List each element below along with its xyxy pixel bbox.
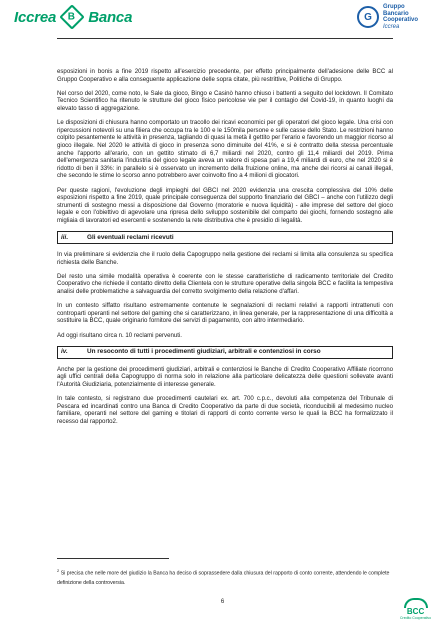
body-paragraph: In via preliminare si evidenzia che il ruolo della Capogruppo nella gestione dei reclami si limita alla consulenza su specifica richiesta delle Banche.: [57, 251, 393, 266]
gruppo-logo-text: Gruppo Bancario Cooperativo Iccrea: [383, 4, 419, 30]
body-paragraph: Ad oggi risultano circa n. 10 reclami pervenuti.: [57, 331, 182, 339]
section-heading-iii: [57, 231, 393, 244]
section-number: iv.: [61, 348, 68, 356]
gruppo-bancario-logo: [357, 4, 418, 30]
page-header: [0, 0, 445, 40]
gruppo-emblem-icon: G: [357, 6, 379, 28]
logo-word-iccrea: Iccrea: [14, 8, 57, 26]
bcc-logo-text: BCC: [406, 607, 425, 616]
footnote-text: Si precisa che nelle more del giudizio la Banca ha deciso di soprassedere dalla chiusura del rapporto di conto corrente, attendendo le complete definizione della controversia.: [57, 570, 390, 587]
section-heading-iv: [57, 346, 393, 359]
bcc-footer-logo: [400, 598, 431, 620]
document-body: [57, 68, 393, 432]
body-paragraph: Per queste ragioni, l'evoluzione degli impieghi del GBCI nel 2020 evidenzia una crescita complessiva del 10% delle esposizioni rispetto a fine 2019, quale principale conseguenza del supporto finanziario del GBCI – anche con l'utilizzo degli strumenti di sostegno messi a disposizione dal Governo (moratorie e nuova liquidità) - alle imprese del settore del gioco legale e con l'obiettivo di agevolare una ripresa dello sviluppo sostenibile del comparto dei giochi, fornendo sostegno alle migliaia di lavoratori ed esercenti e sostenendo la rete distributiva che è presidio di legalità.: [57, 186, 393, 224]
body-paragraph: Anche per la gestione dei procedimenti giudiziari, arbitrali e contenziosi le Banche di Credito Cooperativo Affiliate ricorrono agli uffici centrali della Capogruppo di norma solo in relazione alla particolare delicatezza delle questioni sollevate avanti l'Autorità Giudiziaria, potenzialmente di interesse generale.: [57, 365, 393, 388]
footnote-mark: 2: [57, 568, 60, 573]
iccrea-banca-logo: [14, 8, 132, 26]
logo-word-banca: Banca: [88, 8, 133, 26]
body-paragraph: Le disposizioni di chiusura hanno comportato un tracollo dei ricavi economici per gli operatori del gioco legale. Una crisi con ripercussioni notevoli su una filiera che occupa tra le 100 e le 150mila persone e sulle casse dello Stato. Le restrizioni hanno colpito pesantemente le attività in presenza, tagliando di quasi la metà il gettito per l'erario e favorendo un maggior ricorso al gioco illegale. Nel 2020 le attività di gioco in presenza sono diminuite del 41%, e si è contratto della stessa percentuale anche l'apporto all'erario, con un gettito stimato di 6,7 miliardi nel 2020, contro gli 11,4 miliardi del 2019. Prima dell'emergenza sanitaria l'industria del gioco legale aveva un valore di spesa pari a 19,4 miliardi di euro, che nel 2020 si è ridotto di ben il 33%: in parallelo si è osservato un incremento della fruizione online, ma anche dei ricorsi ai canali illegali, che secondo le stime lo scorso anno potrebbero aver coinvolto fino a 4 milioni di giocatori.: [57, 119, 393, 180]
footnote: [57, 566, 393, 589]
bcc-logo-subtext: Credito Cooperativo: [400, 616, 432, 620]
section-title: Un resoconto di tutti i procedimenti giudiziari, arbitrali e contenziosi in corso: [87, 348, 321, 356]
iccrea-diamond-icon: B: [59, 4, 84, 29]
body-paragraph: Del resto una simile modalità operativa è coerente con le stesse caratteristiche di radicamento territoriale del Credito Cooperativo che richiede il contatto diretto della Clientela con le strutture operative della singola BCC e facilita la tempestiva analisi delle problematiche a salvaguardia del corretto svolgimento della relazione d'affari.: [57, 272, 393, 296]
page-number: 6: [220, 599, 225, 605]
body-paragraph: esposizioni in bonis a fine 2019 rispetto all'esercizio precedente, per effetto principalmente dell'adesione delle BCC al Gruppo Cooperativo e alla conseguente applicazione delle sopra citate, più restrittive, Politiche di Gruppo.: [57, 68, 393, 83]
section-number: iii.: [61, 233, 69, 241]
footnote-divider: [57, 558, 169, 559]
section-title: Gli eventuali reclami ricevuti: [87, 233, 174, 241]
body-paragraph: In tale contesto, si registrano due procedimenti cautelari ex. art. 700 c.p.c., devoluti alla competenza del Tribunale di Pescara ed incardinati contro una Banca di Credito Cooperativo da parte di due società, riconducibili al medesimo nucleo familiare, operanti nel settore del gaming e titolari di rapporti di conto corrente verso le quali la BCC ha formalizzato il recesso dal rapporto2.: [57, 395, 393, 425]
body-paragraph: In un contesto siffatto risultano estremamente contenute le segnalazioni di reclami relativi a rapporti intrattenuti con controparti operanti nel settore del gaming che si caratterizzano, in linea generale, per la rappresentazione di una difficoltà a sostituire la BCC, quale originario fornitore dei servizi di pagamento, con altro intermediario.: [57, 302, 393, 325]
body-paragraph: Nel corso del 2020, come noto, le Sale da gioco, Bingo e Casinò hanno chiuso i battenti a seguito del lockdown. Il Comitato Tecnico Scientifico ha ritenuto le strutture del gioco fisico pericolose vie per il contagio del Covid-19, in quanto luoghi da elevato tasso di aggregazione.: [57, 89, 393, 112]
header-divider: [57, 38, 393, 39]
